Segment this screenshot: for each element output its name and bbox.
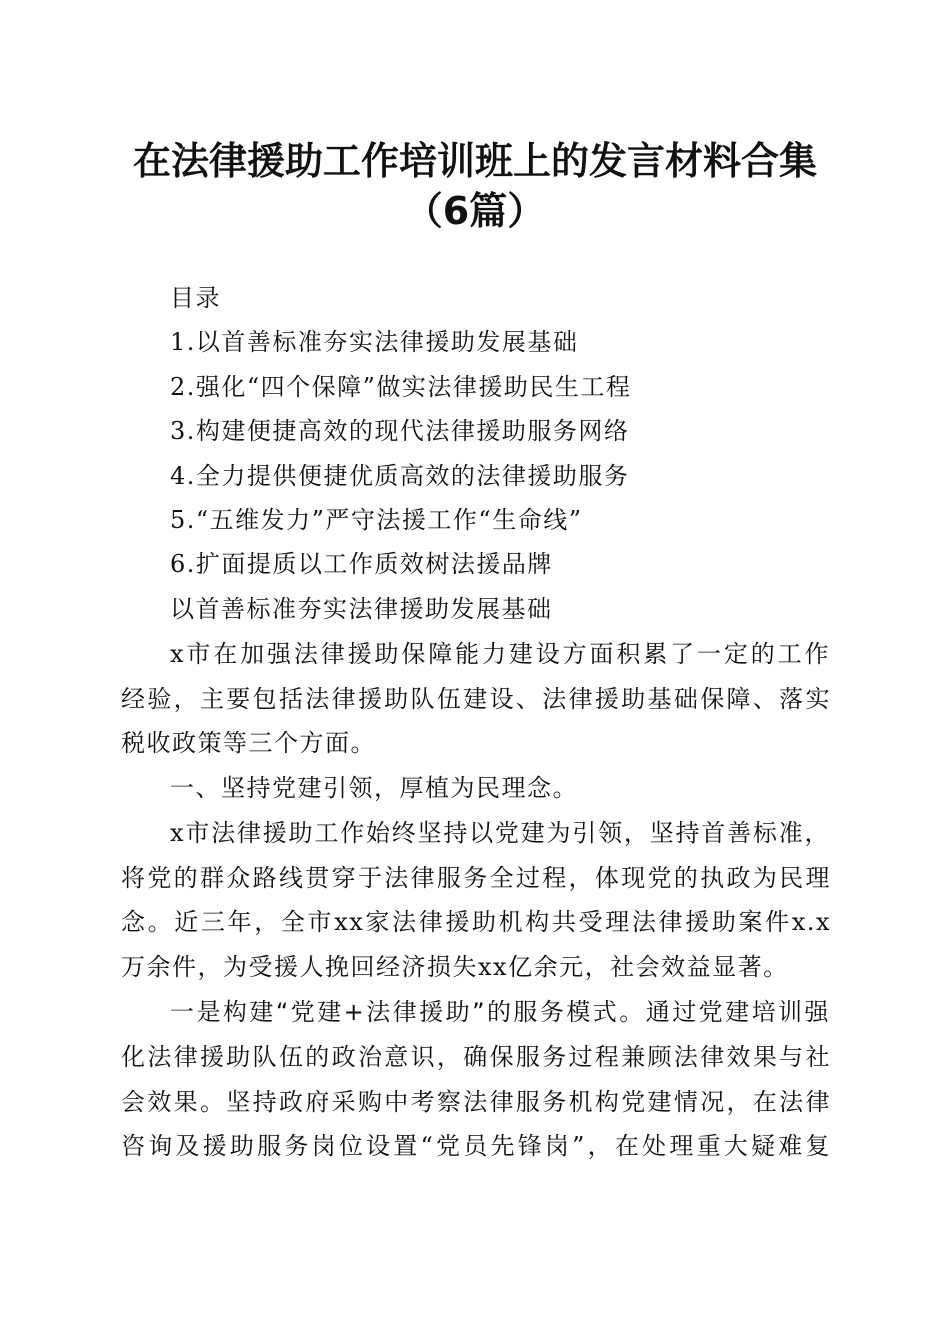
paragraph-line: 会效果。坚持政府采购中考察法律服务机构党建情况，在法律 xyxy=(121,1088,831,1116)
toc-item[interactable]: 5.“五维发力”严守法援工作“生命线” xyxy=(170,506,583,534)
section-heading: 一、坚持党建引领，厚植为民理念。 xyxy=(170,774,578,802)
toc-item[interactable]: 3.构建便捷高效的现代法律援助服务网络 xyxy=(170,417,630,445)
article-title: 以首善标准夯实法律援助发展基础 xyxy=(170,595,553,623)
paragraph-line: 念。近三年，全市xx家法律援助机构共受理法律援助案件x.x xyxy=(121,908,831,936)
paragraph-line: 咨询及援助服务岗位设置“党员先锋岗”，在处理重大疑难复 xyxy=(121,1132,831,1160)
paragraph-line: x市在加强法律援助保障能力建设方面积累了一定的工作 xyxy=(170,640,830,668)
toc-item[interactable]: 2.强化“四个保障”做实法律援助民生工程 xyxy=(170,373,632,401)
toc-item[interactable]: 6.扩面提质以工作质效树法援品牌 xyxy=(170,550,553,578)
toc-label: 目录 xyxy=(170,284,221,312)
paragraph-text: 通过党建培训强 xyxy=(645,998,830,1026)
paragraph-line: 税收政策等三个方面。 xyxy=(121,729,376,757)
paragraph-line: 将党的群众路线贯穿于法律服务全过程，体现党的执政为民理 xyxy=(121,864,831,892)
paragraph-line: 经验，主要包括法律援助队伍建设、法律援助基础保障、落实 xyxy=(121,685,831,713)
paragraph-lead: 一是构建“党建+法律援助”的服务模式。 xyxy=(170,998,646,1026)
toc-item[interactable]: 4.全力提供便捷优质高效的法律援助服务 xyxy=(170,462,630,490)
paragraph-line: x市法律援助工作始终坚持以党建为引领，坚持首善标准， xyxy=(170,819,830,847)
document-title: 在法律援助工作培训班上的发言材料合集（6篇） xyxy=(132,139,817,233)
paragraph-line: 万余件，为受援人挽回经济损失xx亿余元，社会效益显著。 xyxy=(121,953,789,981)
paragraph-line xyxy=(170,997,830,1027)
toc-item[interactable]: 1.以首善标准夯实法律援助发展基础 xyxy=(170,328,579,356)
paragraph-line: 化法律援助队伍的政治意识，确保服务过程兼顾法律效果与社 xyxy=(121,1043,831,1071)
